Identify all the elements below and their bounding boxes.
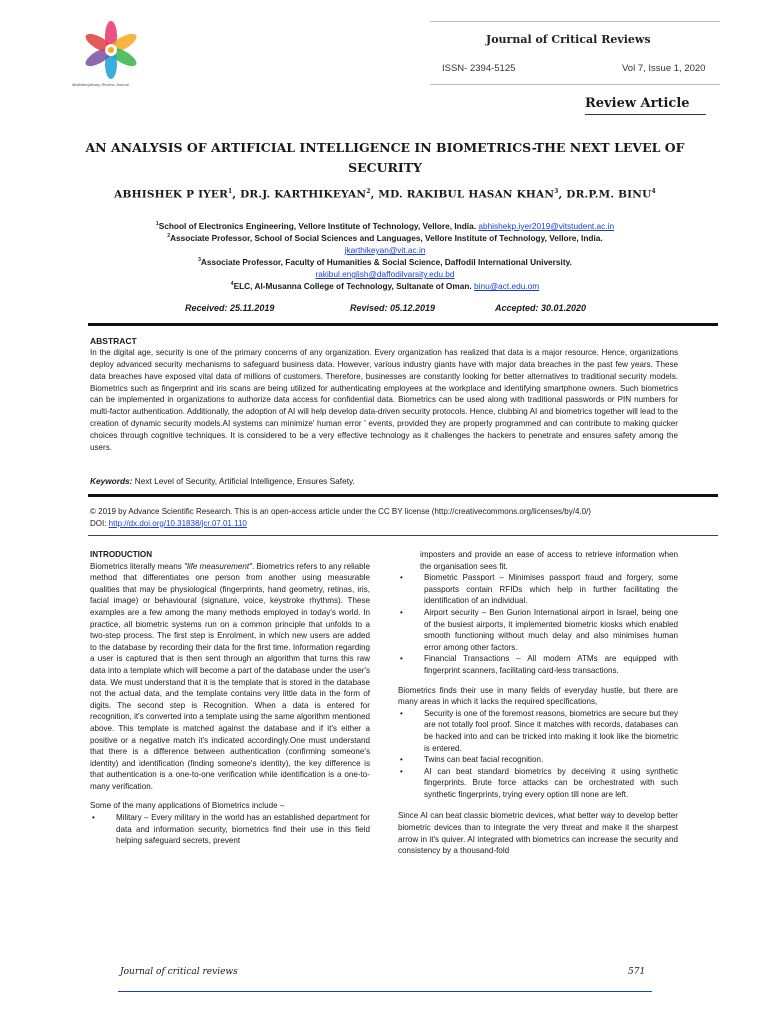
received-date: Received: 25.11.2019 [185, 303, 275, 313]
affiliation-3: $^3$Associate Professor, Faculty of Humanities & Social Science, Daffodil International University. rakibul.english@daffodilvarsity.edu.bd [198, 256, 572, 280]
email-link[interactable]: rakibul.english@daffodilvarsity.edu.bd [315, 269, 455, 280]
doi-label: DOI: [90, 518, 109, 528]
volume-issue: Vol 7, Issue 1, 2020 [622, 63, 706, 74]
list-item: • Military – Every military in the world has an established department for data and information security, biometrics find their use in this field helping safeguard secrets, prevent [92, 813, 370, 846]
author-name: , MD. RAKIBUL HASAN KHAN [370, 188, 555, 201]
list-item: • Airport security – Ben Gurion International airport in Israel, being one of the busiest airports, it implemented biometric kiosks which enabled smooth functioning without much delay and also minimises human error among other factors. [400, 607, 678, 652]
list-item: • Biometric Passport – Minimises passport fraud and forgery, some passports contain RFIDs which help in further facilitating the identification of an individual. [400, 573, 678, 606]
email-link[interactable]: binu@act.edu.om [474, 280, 540, 291]
author-name: , DR.P.M. BINU [558, 188, 652, 201]
header-bottom-rule [430, 84, 720, 85]
journal-name: Journal of Critical Reviews [486, 33, 651, 46]
right-column [398, 549, 678, 857]
author-name: ABHISHEK P IYER [114, 188, 229, 201]
left-column [90, 549, 370, 847]
list-item: • AI can beat standard biometrics by deceiving it using synthetic fingerprints. Brute force attacks can be orchestrated with such synthetic fingerprints, trying every option till none are left. [400, 766, 678, 799]
section-heading: INTRODUCTION [90, 550, 153, 559]
logo-tagline: Multidisciplinary Review Journal [72, 82, 129, 87]
keywords-text: Next Level of Security, Artificial Intelligence, Ensures Safety. [132, 476, 355, 486]
journal-logo [68, 14, 158, 94]
list-item: • Twins can beat facial recognition. [400, 755, 544, 765]
author-sup: 1 [228, 188, 233, 195]
affiliation-2: $^2$Associate Professor, School of Social Sciences and Languages, Vellore Institute of Technology, Vellore, India. jkarthikeyan@vit.ac.in [167, 232, 603, 256]
divider [88, 494, 718, 497]
article-type-underline [585, 114, 706, 115]
keywords [90, 476, 690, 486]
list-item: • Security is one of the foremost reasons, biometrics are secure but they are not totally fool proof. Since it matches with records, databases can be hacked into and can be tricked into making it look like the biometric is entered. [400, 708, 678, 753]
footer-rule [118, 991, 652, 992]
email-link[interactable]: jkarthikeyan@vit.ac.in [344, 245, 426, 256]
list-item: • Financial Transactions – All modern ATMs are equipped with fingerprint scanners, facilitating card-less transactions. [400, 654, 678, 675]
accepted-date: Accepted: 30.01.2020 [495, 303, 587, 313]
doi-link[interactable]: http://dx.doi.org/10.31838/jcr.07.01.110 [108, 518, 247, 528]
issn: ISSN- 2394-5125 [442, 63, 516, 74]
email-link[interactable]: abhishekp.iyer2019@vitstudent.ac.in [478, 220, 615, 231]
author-name: , DR.J. KARTHIKEYAN [232, 188, 367, 201]
page-number: 571 [628, 967, 646, 977]
continuation-text: imposters and provide an ease of access to retrieve information when the organisation sees fit. [420, 550, 678, 571]
bullet-list [398, 708, 678, 801]
divider [88, 535, 718, 536]
header-top-rule [430, 21, 720, 22]
affiliation-4: $^4$ELC, Al-Musanna College of Technology, Sultanate of Oman. binu@act.edu.om [230, 280, 540, 291]
footer-journal-name: Journal of critical reviews [120, 967, 238, 977]
abstract-heading: ABSTRACT [90, 336, 137, 346]
paragraph: Since AI can beat classic biometric devices, what better way to develop better biometric devices than to integrate the very threat and make it the sharpest arrow in it's quiver. AI integrated with biometrics can increase the security and consistency by a thousand-fold [398, 811, 678, 856]
bullet-list [398, 572, 678, 676]
revised-date: Revised: 05.12.2019 [350, 303, 436, 313]
author-sup: 4 [651, 188, 656, 195]
abstract-text: In the digital age, security is one of the primary concerns of any organization. Every organization has realized that data is a major resource. Hence, organizations deploy advanced security mechanisms to safeguard business data. However, various industry giants have with major data breaches in the past few years. These data breaches have exposed vital data of millions of customers. Therefore, businesses are constantly looking for better alternatives to traditional security models. Biometrics such as fingerprint and iris scans are being utilized for authenticating employees at the workplace and identifying smartphone owners. Such biometrics can be implemented in organizations to authorize data access for confidential data. Biometrics can be used along with traditional passwords or PIN numbers for multi-factor authentication. Additionally, the adoption of AI will help develop data-driven security protocols. Hence, clubbing AI and biometrics together will lead to the creation of dynamic security models.AI systems can minimize' human error ' events, provided they are properly programmed and can contribute to making quicker choices through cognitive techniques. It is considered to be a very effective technology as it challenges the hackers to penetrate and ensures safety among the users. [90, 348, 678, 452]
intro-paragraph: Biometrics literally means "life measurement". Biometrics refers to any reliable method that differentiates one person from another using measurable qualities that may be physiological (fingerprints, hand geometry, retinas, iris, facial image) or behavioural (signature, voice, keystroke rhythms). These examples are a few among the many methods employed in today's world. In practice, all biometric systems run on a common principle that unfolds to a two-step process. The first step is Enrolment, in which new users are added to the database by recording their data for the first time. Information regarding a user is captured that is then sent through an algorithm that turns this raw data into a template which will become a part of the database under the user's data. We must understand that it is the template that is stored in the database not the actual data, and the template contains very little data in the form of digits. The second step is Recognition. When a data is entered for recognition, it's converted into a template using the same algorithm mentioned above. This template is matched against the database and if it's either a positive or a negative match it's indicated accordingly.One must understand that there is a difference between authentication (confirming someone's identity) and identification (finding someone's identity), the key difference is that authentication is a one-to-one verification while identification is a one-to-many verification. [90, 561, 370, 791]
divider [88, 323, 718, 326]
license-text: © 2019 by Advance Scientific Research. This is an open-access article under the CC BY license (http://creativecommons.org/licenses/by/4.0/) [90, 507, 591, 516]
bullet-list [90, 812, 370, 847]
article-title: AN ANALYSIS OF ARTIFICIAL INTELLIGENCE IN BIOMETRICS-THE NEXT LEVEL OF SECURITY [85, 140, 685, 175]
paragraph: Biometrics finds their use in many fields of everyday hustle, but there are many areas in which it lacks the required specifications, [398, 685, 678, 707]
author-list [60, 188, 710, 201]
keywords-label: Keywords: [90, 476, 133, 486]
license-notice [90, 506, 678, 529]
article-type: Review Article [585, 96, 690, 111]
author-sup: 3 [554, 188, 559, 195]
applications-intro: Some of the many applications of Biometrics include – [90, 801, 285, 811]
author-sup: 2 [366, 188, 371, 195]
affiliation-1: $^1$School of Electronics Engineering, Vellore Institute of Technology, Vellore, India. abhishekp.iyer2019@vitstudent.ac.in [155, 220, 615, 231]
